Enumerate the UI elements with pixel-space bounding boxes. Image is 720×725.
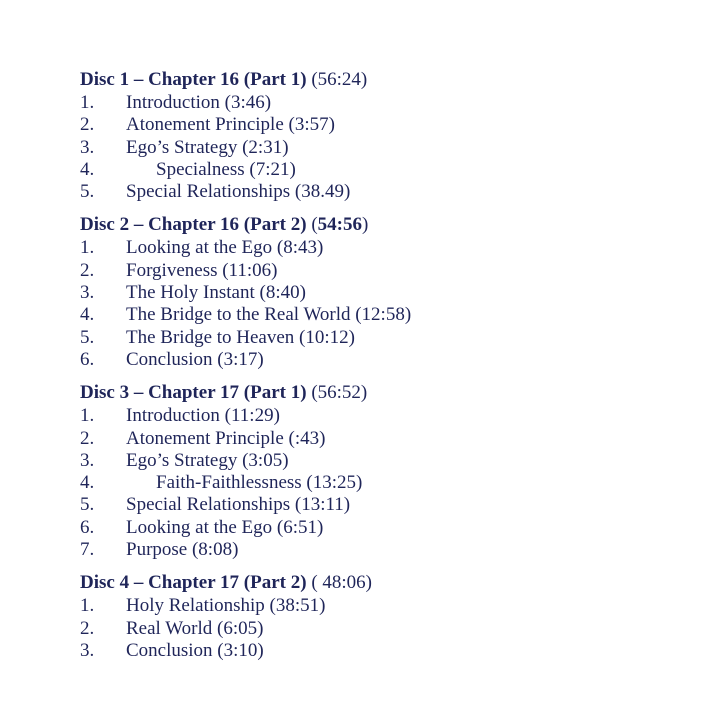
disc-header [80,213,680,237]
disc-time-close: ) [360,69,368,90]
track-number: 3. [80,136,95,158]
track-item [80,640,680,662]
track-item [80,472,680,494]
disc-header [80,381,680,405]
track-title: The Holy Instant (8:40) [126,282,306,304]
track-title: Faith-Faithlessness (13:25) [156,472,363,494]
track-number: 1. [80,405,95,427]
track-title: Special Relationships (13:11) [126,494,351,516]
track-title: Conclusion (3:10) [126,639,264,661]
track-title: Conclusion (3:17) [126,348,264,370]
track-item [80,405,680,427]
track-item [80,595,680,617]
track-number: 1. [80,237,95,259]
track-title: Looking at the Ego (6:51) [126,516,324,538]
track-item [80,181,680,203]
track-number: 4. [80,158,95,180]
track-title: Special Relationships (38.49) [126,181,351,203]
disc-time-close: ) [365,572,372,594]
track-title: Purpose (8:08) [126,539,239,561]
track-title: Introduction (11:29) [126,405,280,427]
track-title: Real World (6:05) [126,617,264,639]
disc-header [80,68,680,92]
track-item [80,260,680,282]
track-title: The Bridge to Heaven (10:12) [126,326,355,348]
disc-section [80,213,680,371]
track-number: 2. [80,617,95,639]
track-title: Introduction (3:46) [126,92,272,113]
track-number: 1. [80,92,95,113]
track-listing [80,68,680,672]
disc-time-close: ) [360,382,368,404]
track-title: Looking at the Ego (8:43) [126,237,324,259]
track-title: Specialness (7:21) [156,158,296,180]
disc-time-open: ( [306,382,318,404]
track-item [80,517,680,539]
track-item [80,539,680,561]
disc-section [80,571,680,662]
track-title: Holy Relationship (38:51) [126,595,326,617]
disc-duration: 54:56 [317,214,362,236]
track-item [80,159,680,181]
track-item [80,428,680,450]
track-number: 4. [80,304,95,326]
track-number: 5. [80,181,95,203]
track-number: 6. [80,516,95,538]
disc-title: Disc 1 – Chapter 16 (Part 1) [80,69,307,90]
track-title: Ego’s Strategy (2:31) [126,136,289,158]
track-item [80,450,680,472]
track-number: 4. [80,472,95,494]
track-number: 7. [80,539,95,561]
track-item [80,92,680,114]
track-item [80,618,680,640]
disc-duration: 48:06 [322,572,366,594]
track-item [80,327,680,349]
track-item [80,137,680,159]
track-item [80,237,680,259]
disc-time-open: ( [306,69,318,90]
track-title: The Bridge to the Real World (12:58) [126,304,412,326]
disc-title: Disc 3 – Chapter 17 (Part 1) [80,382,307,404]
track-number: 2. [80,259,95,281]
disc-time-open: ( [306,214,318,236]
disc-header [80,571,680,595]
disc-time-close: ) [361,214,369,236]
track-number: 3. [80,639,95,661]
track-title: Forgiveness (11:06) [126,259,278,281]
disc-section [80,68,680,203]
disc-duration: 56:24 [317,69,361,90]
disc-time-open: ( [306,572,323,594]
disc-section [80,381,680,561]
track-item [80,494,680,516]
track-title: Ego’s Strategy (3:05) [126,449,289,471]
track-number: 1. [80,595,95,617]
disc-title: Disc 2 – Chapter 16 (Part 2) [80,214,307,236]
track-number: 3. [80,282,95,304]
track-number: 6. [80,348,95,370]
track-number: 2. [80,114,95,136]
track-number: 5. [80,326,95,348]
track-title: Atonement Principle (:43) [126,427,326,449]
track-title: Atonement Principle (3:57) [126,114,335,136]
track-number: 5. [80,494,95,516]
track-item [80,114,680,136]
track-number: 2. [80,427,95,449]
track-item [80,349,680,371]
track-number: 3. [80,449,95,471]
track-item [80,304,680,326]
disc-title: Disc 4 – Chapter 17 (Part 2) [80,572,307,594]
disc-duration: 56:52 [317,382,361,404]
track-item [80,282,680,304]
